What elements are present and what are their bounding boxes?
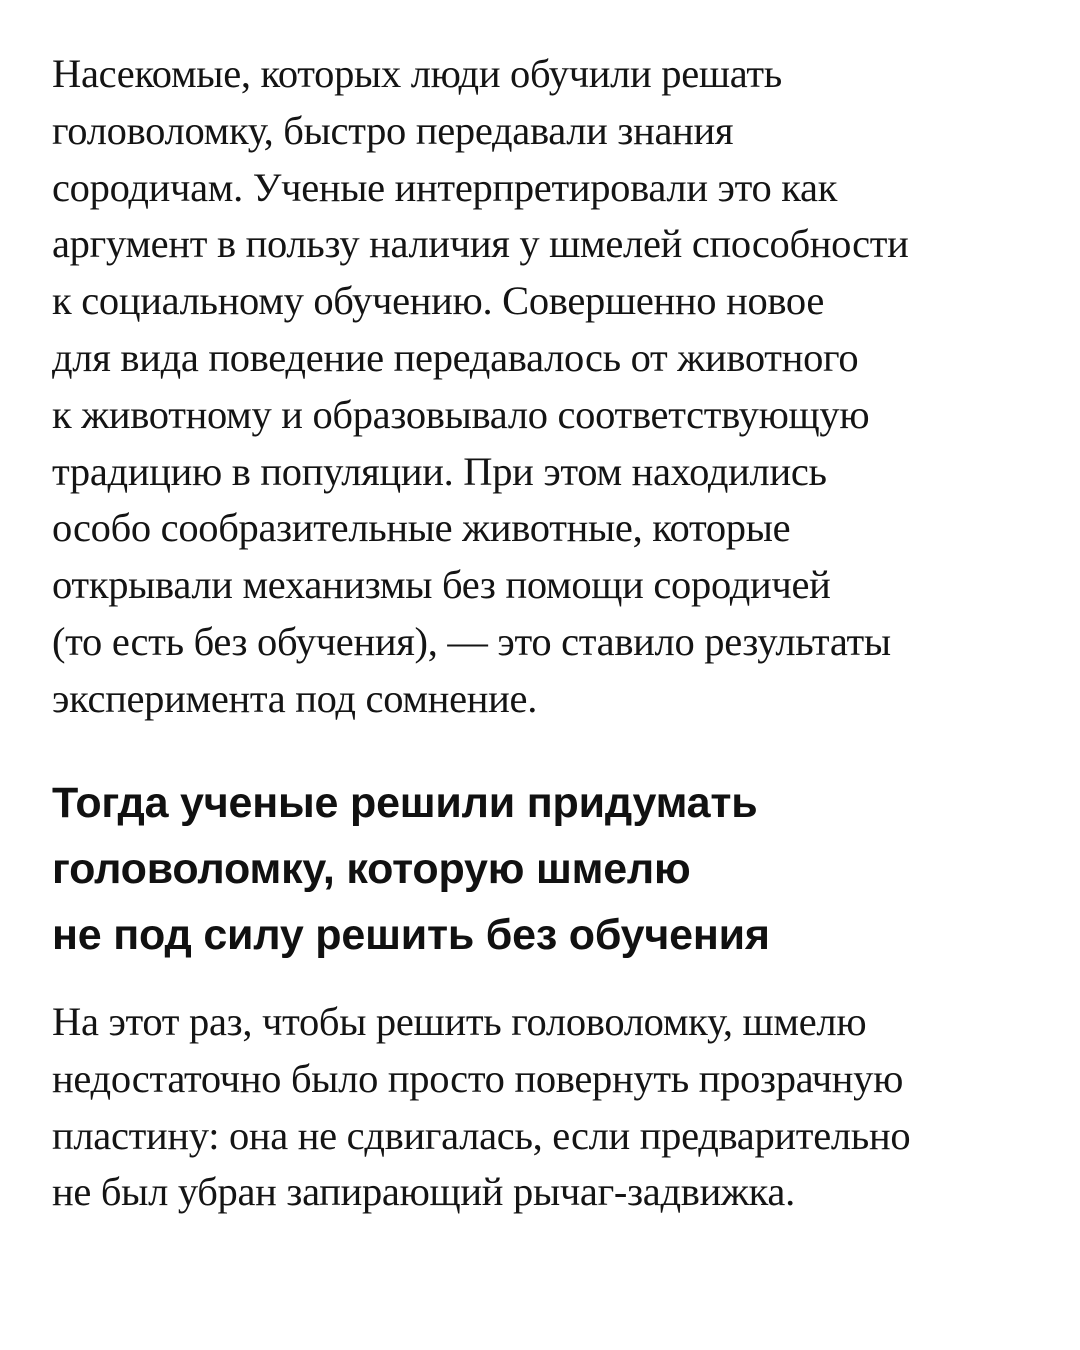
heading-line: головоломку, которую шмелю bbox=[52, 845, 691, 893]
text-line: головоломку, быстро передавали знания bbox=[52, 107, 734, 153]
text-line: Насекомые, которых люди обучили решать bbox=[52, 51, 782, 96]
heading-line: Тогда ученые решили придумать bbox=[52, 779, 758, 827]
text-line: сородичам. Ученые интерпретировали это как bbox=[52, 164, 838, 210]
text-line: (то есть без обучения), — это ставило результаты bbox=[52, 618, 891, 664]
text-line: для вида поведение передавалось от животного bbox=[52, 334, 859, 380]
text-line: аргумент в пользу наличия у шмелей способности bbox=[52, 221, 909, 267]
text-line: к социальному обучению. Совершенно новое bbox=[52, 278, 825, 324]
text-line: не был убран запирающий рычаг-задвижка. bbox=[52, 1169, 795, 1215]
text-line: особо сообразительные животные, которые bbox=[52, 505, 791, 551]
heading-line: не под силу решить без обучения bbox=[52, 911, 770, 959]
body-paragraph-1 bbox=[52, 46, 1042, 728]
text-line: На этот раз, чтобы решить головоломку, шмелю bbox=[52, 999, 867, 1044]
body-paragraph-2 bbox=[52, 994, 1042, 1221]
text-line: эксперимента под сомнение. bbox=[52, 675, 538, 721]
section-heading bbox=[52, 770, 1042, 968]
text-line: пластину: она не сдвигалась, если предварительно bbox=[52, 1112, 911, 1158]
text-line: недостаточно было просто повернуть прозрачную bbox=[52, 1055, 904, 1101]
text-line: открывали механизмы без помощи сородичей bbox=[52, 562, 831, 608]
text-line: к животному и образовывало соответствующую bbox=[52, 391, 870, 437]
text-line: традицию в популяции. При этом находились bbox=[52, 448, 827, 494]
